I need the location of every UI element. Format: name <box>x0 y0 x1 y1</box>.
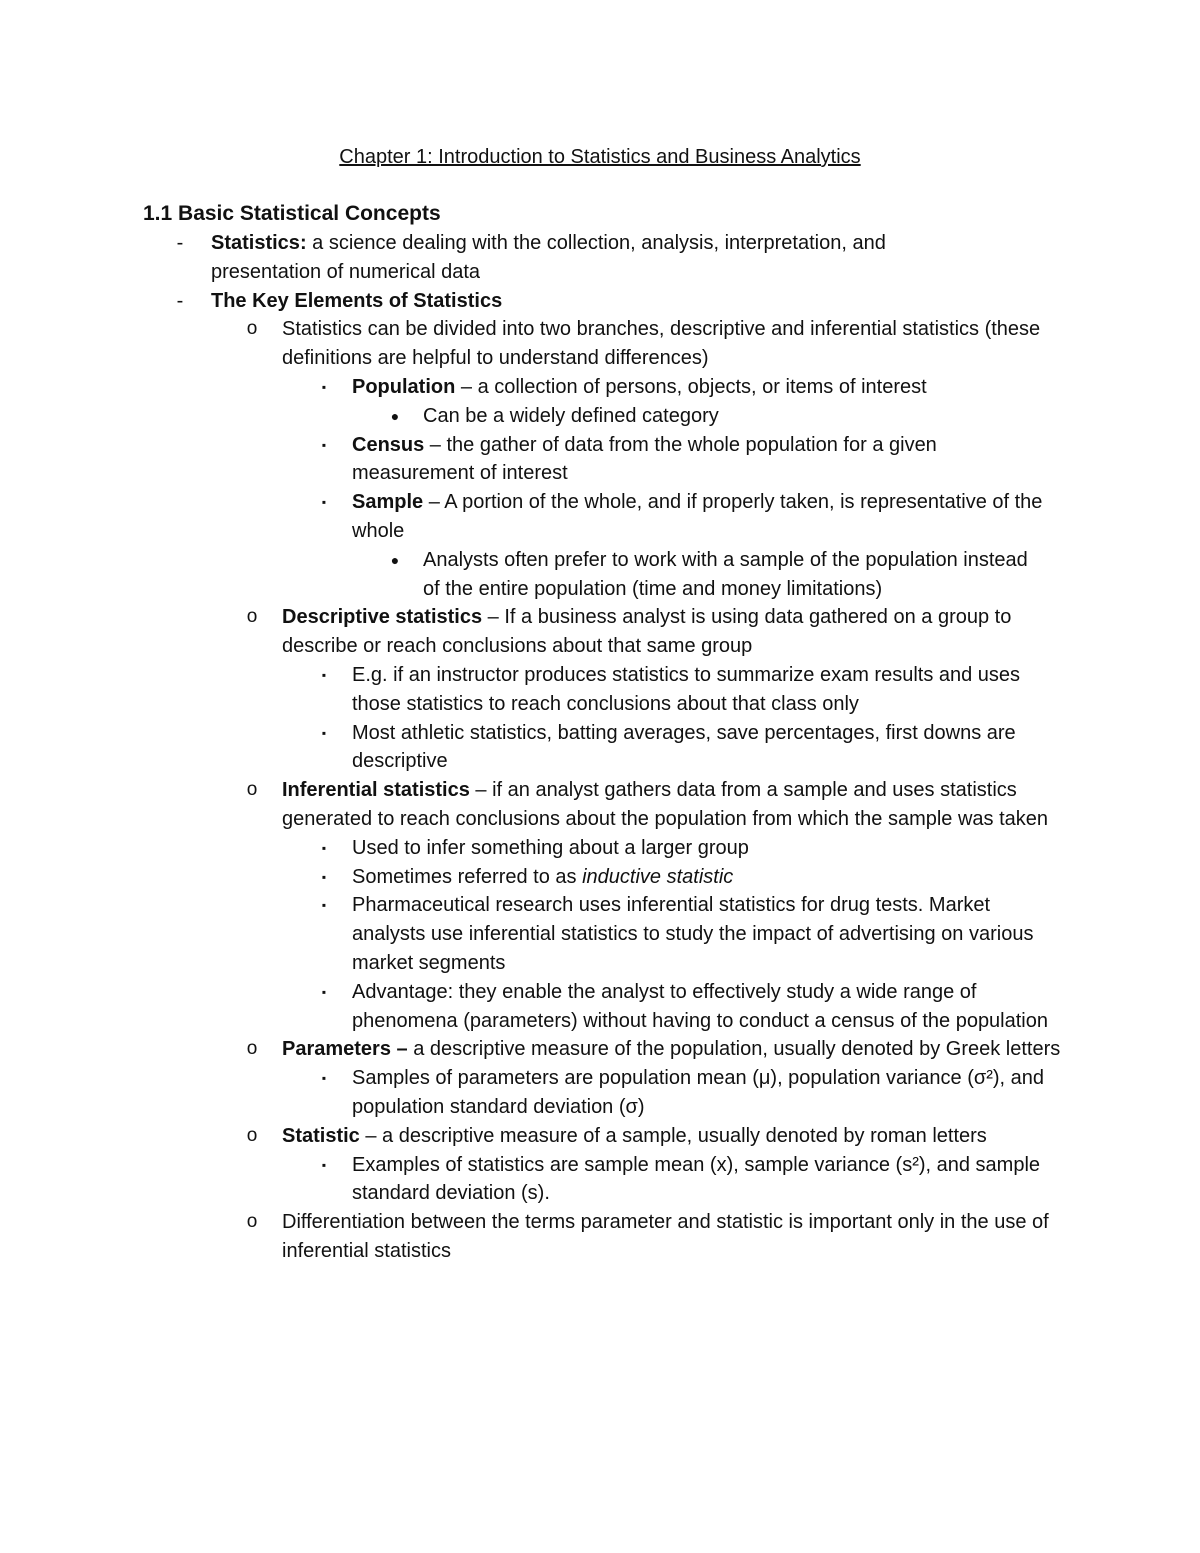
definition: – the gather of data from the whole population for a given measurement of interest <box>352 433 937 485</box>
term: Sample <box>352 491 424 514</box>
list-item <box>246 1122 987 1151</box>
definition: – A portion of the whole, and if properly taken, is representative of the whole <box>352 491 1043 542</box>
list-item: - Statistics: a science dealing with the collection, analysis, interpretation, and presentation of numerical data <box>211 229 981 287</box>
definition: – a collection of persons, objects, or items of interest <box>455 375 927 398</box>
square-bullet: ▪ <box>321 869 327 884</box>
definition: a science dealing with the collection, analysis, interpretation, and presentation of numerical data <box>211 232 886 283</box>
square-bullet: ▪ <box>321 495 327 510</box>
list-item <box>321 891 1062 977</box>
definition: Samples of parameters are population mean (μ), population variance (σ²), and population standard deviation (σ) <box>352 1067 1045 1118</box>
list-item <box>246 776 1072 834</box>
dash-bullet: - <box>176 289 184 312</box>
square-bullet: ▪ <box>321 725 327 740</box>
dot-bullet: ● <box>390 551 400 568</box>
square-bullet: ▪ <box>321 1157 327 1172</box>
square-bullet: ▪ <box>321 898 327 913</box>
dash-bullet: - <box>176 232 184 254</box>
term: Statistics <box>211 232 300 254</box>
outline-list <box>0 229 1200 1266</box>
definition: – if an analyst gathers data from a sample and uses statistics generated to reach conclusions about the population from which the sample was taken <box>282 779 1049 830</box>
list-item <box>390 546 1043 604</box>
definition: Pharmaceutical research uses inferential statistics for drug tests. Market analysts use inferential statistics to study the impact of advertising on various market segments <box>352 894 1034 974</box>
list-item <box>321 863 734 892</box>
definition: Analysts often prefer to work with a sample of the population instead of the entire population (time and money limitations) <box>423 548 1028 600</box>
list-item <box>246 1035 1061 1064</box>
term: Inferential statistics <box>282 779 470 802</box>
list-item <box>390 402 719 431</box>
square-bullet: ▪ <box>321 667 327 682</box>
circle-bullet: o <box>246 318 258 340</box>
square-bullet: ▪ <box>321 1071 327 1086</box>
chapter-title: Chapter 1: Introduction to Statistics and Business Analytics <box>339 146 861 168</box>
section-heading: 1.1 Basic Statistical Concepts <box>143 202 441 225</box>
square-bullet: ▪ <box>321 437 327 452</box>
circle-bullet: o <box>246 1211 258 1233</box>
term: Parameters – <box>282 1038 408 1061</box>
square-bullet: ▪ <box>321 379 327 394</box>
square-bullet: ▪ <box>321 840 327 855</box>
circle-bullet: o <box>246 1038 258 1060</box>
list-item <box>321 834 749 863</box>
list-item <box>321 661 1062 719</box>
definition: – If a business analyst is using data gathered on a group to describe or reach conclusions about that same group <box>282 606 1012 658</box>
definition: Sometimes referred to as <box>352 865 583 888</box>
definition: Statistics can be divided into two branches, descriptive and inferential statistics (these definitions are helpful to understand differences) <box>282 318 1041 370</box>
list-item <box>321 978 1062 1036</box>
circle-bullet: o <box>246 1124 258 1146</box>
list-item <box>321 488 1062 546</box>
term: Descriptive statistics <box>282 606 483 629</box>
list-item <box>176 287 503 316</box>
definition: – a descriptive measure of a sample, usually denoted by roman letters <box>359 1124 987 1147</box>
definition: Differentiation between the terms parameter and statistic is important only in the use of inferential statistics <box>282 1211 1049 1262</box>
dot-bullet: ● <box>390 407 400 424</box>
list-item <box>321 1064 1062 1122</box>
list-item <box>321 719 1062 777</box>
list-item <box>321 1151 1062 1209</box>
list-item <box>246 603 1072 661</box>
definition: Examples of statistics are sample mean (x), sample variance (s²), and sample standard deviation (s). <box>352 1153 1041 1205</box>
list-item <box>246 1208 1072 1266</box>
definition: Used to infer something about a larger group <box>352 836 749 859</box>
emphasis: inductive statistic <box>582 865 734 888</box>
definition: Most athletic statistics, batting averages, save percentages, first downs are descriptive <box>352 721 1016 773</box>
circle-bullet: o <box>246 606 258 628</box>
list-item <box>246 315 1072 373</box>
definition: Can be a widely defined category <box>423 404 719 427</box>
definition: Advantage: they enable the analyst to effectively study a wide range of phenomena (parameters) without having to conduct a census of the population <box>352 980 1048 1032</box>
term: Statistic <box>282 1124 360 1147</box>
definition: E.g. if an instructor produces statistics to summarize exam results and uses those statistics to reach conclusions about that class only <box>352 663 1021 715</box>
list-item <box>321 373 927 402</box>
term: Population <box>352 375 456 398</box>
definition: a descriptive measure of the population, usually denoted by Greek letters <box>407 1038 1061 1061</box>
circle-bullet: o <box>246 779 258 801</box>
term: Census <box>352 433 425 456</box>
square-bullet: ▪ <box>321 984 327 999</box>
list-item <box>321 431 1062 489</box>
term: The Key Elements of Statistics <box>211 289 503 312</box>
